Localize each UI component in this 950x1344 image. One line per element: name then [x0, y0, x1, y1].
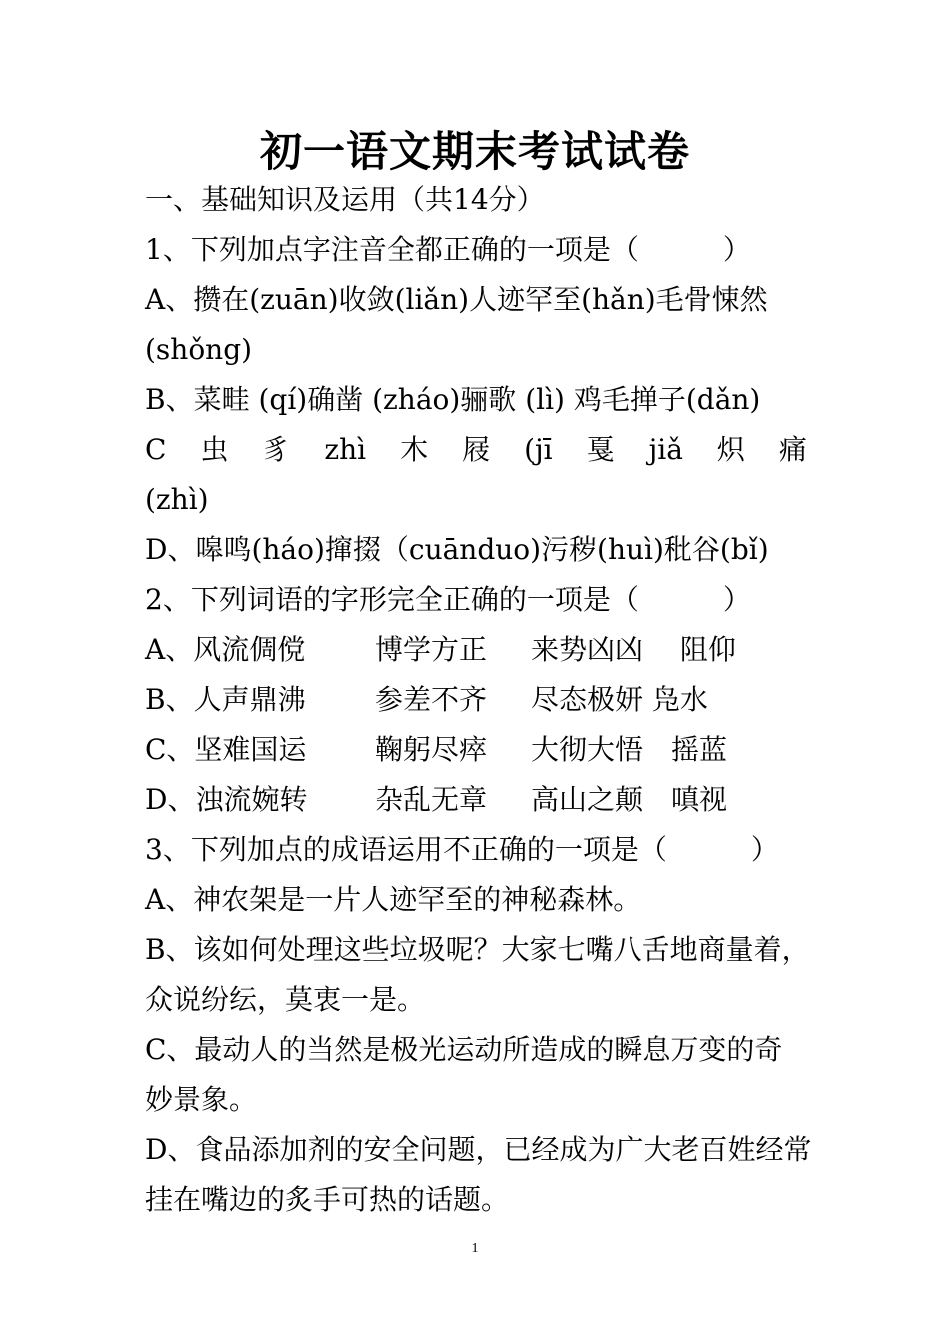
question-3-option-c-continued: 妙景象。 — [145, 1083, 258, 1116]
question-1-option-c-continued: (zhì) — [145, 483, 209, 516]
question-1-option-c — [145, 430, 807, 470]
question-3-option-c: C、最动人的当然是极光运动所造成的瞬息万变的奇 — [145, 1033, 783, 1066]
option-word: 参差不齐 — [375, 683, 488, 716]
question-3-option-d: D、食品添加剂的安全问题，已经成为广大老百姓经常 — [145, 1133, 812, 1166]
option-word: 杂乱无章 — [375, 783, 488, 816]
question-1-option-b: B、菜畦 (qí)确凿 (zháo)骊歌 (lì) 鸡毛掸子(dǎn) — [145, 383, 761, 416]
question-3-option-b: B、该如何处理这些垃圾呢？大家七嘴八舌地商量着， — [145, 933, 810, 966]
option-c-token: 戛 — [586, 433, 615, 466]
page-title: 初一语文期末考试试卷 — [259, 127, 690, 176]
option-c-token: 痛 — [778, 433, 807, 466]
question-1-option-d: D、嗥鸣(háo)撺掇（cuānduo)污秽(huì)秕谷(bǐ) — [145, 533, 769, 566]
option-c-token: 炽 — [716, 433, 745, 466]
option-word: B、人声鼎沸 — [145, 683, 306, 716]
option-word: 来势凶凶 阻仰 — [531, 633, 736, 666]
option-c-token: jiǎ — [648, 433, 683, 466]
question-2-stem: 2、下列词语的字形完全正确的一项是（ ） — [145, 583, 751, 616]
option-word: C、坚难国运 — [145, 733, 307, 766]
option-word: 尽态极妍 凫水 — [531, 683, 708, 716]
question-3-option-a: A、神农架是一片人迹罕至的神秘森林。 — [145, 883, 642, 916]
option-word: 大彻大悟 摇蓝 — [531, 733, 728, 766]
option-word: 鞠躬尽瘁 — [375, 733, 488, 766]
option-word: 博学方正 — [375, 633, 488, 666]
question-1-option-a-continued: (shǒng) — [145, 333, 253, 366]
option-c-token: 木 — [400, 433, 429, 466]
option-word: A、风流倜傥 — [145, 633, 306, 666]
option-c-token: 虫 — [200, 433, 229, 466]
option-c-token: 豸 — [262, 433, 291, 466]
question-3-option-b-continued: 众说纷纭，莫衷一是。 — [145, 983, 426, 1016]
option-word: D、浊流婉转 — [145, 783, 308, 816]
question-1-stem: 1、下列加点字注音全都正确的一项是（ ） — [145, 233, 751, 266]
option-c-token: C — [145, 433, 167, 466]
page-number: 1 — [471, 1241, 479, 1256]
option-c-token: (jī — [524, 433, 553, 466]
question-1-option-a: A、攒在(zuān)收敛(liǎn)人迹罕至(hǎn)毛骨悚然 — [145, 283, 768, 316]
question-3-option-d-continued: 挂在嘴边的炙手可热的话题。 — [145, 1183, 510, 1216]
option-c-token: 屐 — [462, 433, 491, 466]
section-heading: 一、基础知识及运用（共14分） — [145, 183, 545, 216]
option-c-token: zhì — [324, 433, 367, 466]
option-word: 高山之颠 嗔视 — [531, 783, 728, 816]
question-3-stem: 3、下列加点的成语运用不正确的一项是（ ） — [145, 833, 779, 866]
